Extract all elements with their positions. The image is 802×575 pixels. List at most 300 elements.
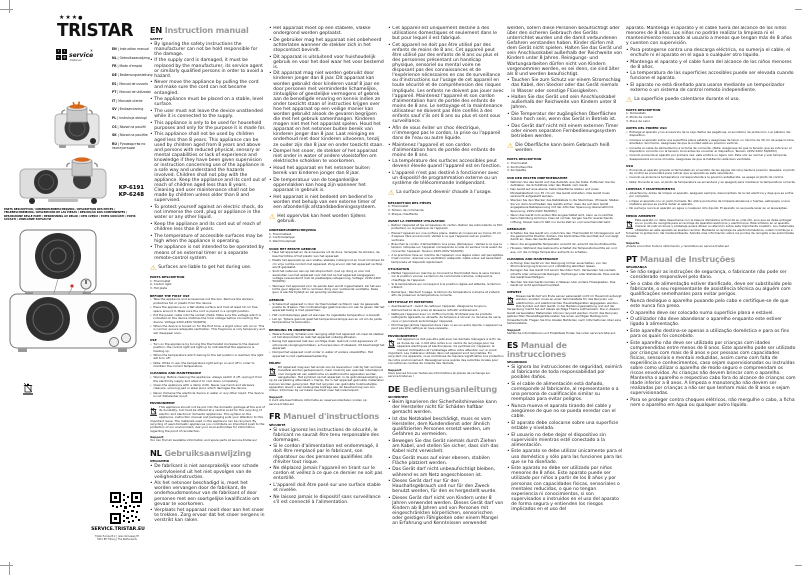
bullet-marker: •	[507, 187, 509, 192]
bullet-text: Als het netsnoer beschadigd is, moet het worden vervangen door de fabrikant, de onderhoudsmonteur van de fabrikant of door personen met een soortgelijke kwalificatie om gevaar te voorkomen.	[154, 481, 260, 507]
instruction-bullet	[507, 247, 623, 254]
bullet-text: If the supply cord is damaged, it must be replaced by the manufacturer, its service agent or similarly qualified persons in order to avoid a hazard.	[154, 58, 264, 79]
safety-bullet	[150, 42, 266, 57]
bullet-marker: •	[626, 270, 629, 276]
instruction-bullet	[626, 169, 796, 176]
bullet-marker: •	[626, 340, 629, 346]
section-header: BEFORE THE FIRST USE	[150, 293, 190, 298]
support-label: Support	[388, 367, 402, 372]
instruction-bullet	[150, 384, 266, 391]
bullet-text: À la première mise en marche de l'appareil, une légère odeur est perceptible. C'est normal : assurez une ventilation adéquate. Cette odeur est seulement temporaire et disparaît rapidement.	[391, 252, 504, 264]
bullet-text: El aparato debe colocarse sobre una superficie estable y nivelada.	[511, 420, 619, 431]
bullet-marker: •	[269, 258, 271, 263]
language-section-header	[150, 449, 266, 458]
bullet-marker: •	[150, 41, 153, 47]
bullet-text: La temperatura de las superficies accesibles puede ser elevada cuando funcione el aparato.	[630, 71, 794, 82]
instruction-bullet	[150, 314, 266, 324]
parts-list	[150, 280, 266, 291]
manual-column-2	[269, 26, 385, 571]
bullet-text: Este aparelho não deve ser utilizado por crianças com idades compreendidas entre menos de 8 anos. Este aparelho pode ser utilizado por crianças com mais de 8 anos e por pessoas com capacidades físicas, sensoriais e mentais reduzidas, assim como com falta de experiência e conhecimentos, caso sejam supervisionadas ou instruídas sobre como utilizar o aparelho de modo seguro e compreendam os riscos envolvidos. As crianças não devem brincar com o aparelho. Mantenha o aparelho e respectivo cabo fora do alcance de crianças com idade inferior a 8 anos. A limpeza e manutenção não devem ser realizadas por crianças a não ser que tenham mais de 8 anos e sejam supervisionadas.	[630, 340, 796, 397]
bullet-marker: •	[626, 83, 629, 89]
support-text: You can find all available information and spare parts at service.tristar.eu!	[150, 438, 258, 443]
instruction-bullet	[150, 325, 266, 335]
language-title: Instruction manual	[164, 26, 249, 35]
bullet-marker: •	[388, 304, 390, 309]
safety-bullet	[626, 341, 796, 397]
bullet-marker: •	[150, 352, 152, 357]
bullet-marker: •	[507, 241, 509, 246]
manual-column-1	[150, 26, 266, 571]
environment-text: This appliance should not be put into the domestic garbage at the end of its durability, but must be offered at a central point for the recycling of electric and electronic domestic appliances. This symbol on the appliance, instruction manual and packaging puts your attention to this important issue. The materials used in this appliance can be recycled. By recycling of used domestic appliances you contribute an important push to the protection of our environment. Ask your local authorities for information regarding the point of recollection.	[150, 405, 265, 433]
bullet-text: Haal het apparaat en de accessoires uit de doos. Verwijder de stickers, de beschermfolie of het plastic van het apparaat.	[272, 250, 380, 258]
bullet-marker: •	[388, 171, 391, 177]
bullet-marker: •	[269, 250, 271, 255]
instruction-bullet	[507, 181, 623, 188]
bullet-marker: •	[388, 142, 391, 148]
bullet-text: Reinig het apparaat met een vochtige doek. Gebruik nooit agressieve of schurende reinigingsmiddelen, schuursponzen of staalwol; dit beschadigt het apparaat.	[272, 339, 385, 350]
instruction-bullet	[269, 270, 385, 283]
weee-bin-icon	[150, 407, 157, 417]
language-index-item: SV | Bruksanvisning	[112, 107, 144, 112]
weee-bin-icon	[388, 339, 395, 349]
bullet-marker: •	[626, 281, 629, 287]
section-header: CLEANING AND MAINTENANCE	[507, 256, 559, 261]
language-index-item: CS | Návod na použití	[112, 124, 146, 129]
youtube-icon: ▸	[57, 55, 60, 59]
bullet-text: Para se proteger contra choques elétricos, não mergulhe o cabo, a ficha nem o aparelho em água ou qualquer outro líquido.	[630, 398, 795, 409]
bullet-marker: •	[150, 132, 153, 138]
parts-list-item: 1. Thermostaat	[269, 231, 292, 236]
bullet-marker: •	[150, 58, 153, 64]
section-header: GEBRUIK	[269, 297, 284, 302]
environment-text: Este aparato no debe desecharse con la basura doméstica al final de su vida útil, sino que se debe entregar en un punto de recogida para el reciclaje de aparatos eléctricos y electrónicos. Este símbolo en el aparato, manual de instrucciones y embalaje quiere atraer su atención sobre esta importante cuestión. Los materiales utilizados en este aparato se pueden reciclar. Mediante el reciclaje de electrodomésticos, usted contribuye a fomentar la protección del medioambiente. Solicite más información sobre los puntos de recogida a las autoridades locales.	[626, 217, 794, 239]
bullet-text: Keep the appliance and its cord out of reach of children less than 8 years.	[154, 221, 261, 233]
section-header: PARTS DESCRIPTION	[507, 157, 542, 162]
safety-label: SÉCURITÉ	[269, 422, 286, 427]
section-header: ONDERDELENBESCHRIJVING	[269, 227, 317, 232]
bullet-marker: •	[388, 322, 390, 327]
bullet-marker: •	[269, 312, 271, 317]
bullet-text: Sluit het netsnoer aan op het stopcontact. (Let op: Zorg er voor het aansluiten van het apparaat voor dat het op het apparaat aangegeven voltage overeenkomt met de plaatselijke netspanning. Voltage: 220V-240V 50/60Hz)	[272, 269, 381, 284]
section-header: UTILISATION	[388, 267, 410, 272]
bullet-marker: •	[150, 97, 153, 103]
instruction-bullet	[388, 283, 504, 290]
bullet-text: Cet appareil est uniquement destiné à des utilisations domestiques et seulement dans le but pour lequel il est fabriqué.	[392, 26, 498, 42]
safety-bullet	[269, 178, 385, 193]
safety-bullet	[269, 26, 385, 36]
bullet-marker: •	[626, 130, 628, 135]
parts-list-item: 3. Hot plate	[150, 286, 167, 291]
instruction-bullet	[150, 362, 266, 369]
bullet-marker: •	[269, 71, 272, 77]
instruction-bullet	[150, 298, 266, 305]
bullet-marker: •	[388, 400, 391, 406]
safety-bullet	[269, 495, 385, 505]
instruction-bullet	[269, 340, 385, 350]
parts-list-item: 3. Plaque chauffante	[388, 211, 418, 216]
safety-label: SAFETY	[150, 36, 163, 41]
weee-bin-icon	[507, 296, 514, 306]
bullet-text: De temperatuur van de toegankelijke oppervlakken kan hoog zijn wanneer het apparaat in gebruik is.	[273, 177, 366, 193]
bullet-text: Wanneer het apparaat voor de eerste keer wordt ingeschakeld, zal het een lichte geur afgeven. Dit is normaal. Zorg voor voldoende ventilatie. Deze geur is slechts tijdelijk en zal spoedig verdwijnen.	[272, 283, 381, 295]
bullet-marker: •	[626, 328, 629, 334]
safety-label: SICHERHEIT	[388, 395, 409, 400]
bullet-text: Tauchen Sie das Gerät niemals in Wasser oder andere Flüssigkeiten. Das Gerät ist nicht spülmaschinenfest.	[510, 279, 616, 287]
bullet-marker: •	[626, 198, 628, 203]
language-code: DE	[388, 383, 403, 394]
language-title: Manual de Instruções	[639, 253, 736, 264]
bullet-text: Remarque : Pendant l'usage, le témoin de température s'allume et s'éteint afin de préserver la température correcte.	[391, 289, 500, 297]
instruction-bullet	[507, 199, 623, 212]
safety-bullet	[507, 433, 623, 448]
environment-text: Dieses Gerät darf am Ende seiner Lebenszeit nicht im Hausmüll entsorgt werden, sondern muss an einer Sammelstelle für das Recyceln von elektrischen und elektronischen Haushaltsgeräten abgegeben werden. Das Symbol auf dem Gerät, in der Bedienungsanleitung und auf der Verpackung macht Sie auf dieses wichtige Thema aufmerksam. Die in diesem Gerät verwendeten Materialien können recycelt werden. Durch das Recyceln gebrauchter Haushaltsgeräte leisten Sie einen wichtigen Beitrag zum Umweltschutz. Fragen Sie Ihre lokalen Behörden nach Informationen über eine Sammelstelle.	[507, 294, 622, 325]
safety-bullet	[507, 421, 623, 431]
instruction-bullet	[388, 224, 504, 231]
bullet-text: Het apparaat moet op een stabiele, vlakke ondergrond worden geplaatst.	[273, 26, 371, 37]
instruction-bullet	[507, 188, 623, 198]
language-section-header	[626, 255, 796, 264]
service-word: service	[69, 52, 94, 59]
bullet-text: Nunca desloque o aparelho puxando pelo cabo e certifique-se de que este nunca fica preso.	[630, 298, 789, 309]
language-code: ES	[507, 340, 521, 351]
warning-text: Die Oberfläche kann beim Gebrauch heiß werden.	[515, 143, 610, 154]
hot-surface-warning	[507, 143, 623, 153]
bullet-text: Die Temperatur der zugänglichen Oberflächen kann hoch sein, wenn das Gerät in Betrieb ist.	[511, 112, 617, 123]
language-index-item: DE | Bedienungsanleitung	[112, 72, 153, 77]
safety-bullet	[269, 195, 385, 210]
section-header: VOR DER ERSTEN INBETRIEBNAHME	[507, 175, 568, 180]
bullet-text: Cuando encienda el aparato por primera vez, este emitirá un ligero olor. Este olor es normal y solo temporal, desaparecerá en unos minutos. Asegúrese de que la habitación esté bien ventilada.	[629, 153, 788, 161]
service-url: .tristar.eu	[69, 59, 82, 62]
bullet-marker: •	[150, 120, 153, 126]
bullet-text: Advertencia: Antes de limpiar el aparato, apáguelo siempre, desconéctelo de la red eléctrica y deje que se enfríe por completo.	[629, 190, 794, 199]
bullet-text: Warning: Before cleaning the appliance, always switch it off, unplug it from the electricity supply and allow it to cool down completely.	[153, 375, 263, 383]
language-title: Bedienungsanleitung	[402, 383, 498, 394]
bullet-marker: •	[150, 108, 153, 114]
instruction-bullet	[507, 262, 623, 269]
safety-bullet	[150, 222, 266, 232]
bullet-marker: •	[388, 42, 391, 48]
safety-bullet	[507, 78, 623, 93]
parts-list-item: 2. Kontrollleuchte	[507, 164, 533, 169]
support-section	[150, 435, 266, 442]
bullet-marker: •	[507, 112, 510, 118]
product-photo-double-hotplate	[18, 149, 108, 211]
safety-label: SEGURIDAD	[507, 360, 527, 365]
hot-surface-warning	[150, 265, 266, 271]
bullet-marker: •	[626, 298, 629, 304]
support-section	[269, 395, 385, 406]
language-index-code: EN	[112, 47, 117, 51]
safety-bullet	[388, 143, 504, 158]
bullet-text: Let op: Tijdens gebruik gaat het temperatuurlampje aan en uit om de juiste temperatuur te behouden.	[272, 316, 382, 325]
instruction-bullet	[626, 131, 796, 138]
instruction-bullet	[388, 272, 504, 282]
weee-bin-icon	[23, 380, 33, 399]
language-index-code: SK	[112, 133, 117, 138]
safety-bullet	[388, 496, 504, 526]
bullet-text: Das Gerät darf nicht unbeaufsichtigt bleiben, während es am Netz angeschlossen ist.	[392, 467, 496, 478]
instruction-bullet	[388, 324, 504, 331]
instruction-bullet	[626, 207, 796, 210]
safety-bullet	[626, 83, 796, 93]
section-header: MILIEU	[269, 361, 281, 366]
environment-text: Cet appareil ne doit pas être jeté avec les déchets ménagers à la fin de sa durée de vie, il doit être remis à un centre de recyclage pour les appareils électriques et électroniques. Ce symbole sur l'appareil, le manuel d'utilisation et l'emballage attire votre attention sur un point important. Les matériaux utilisés dans cet appareil sont recyclables. En recyclant vos appareils, vous contribuez de manière significative à la protection de notre environnement. Renseignez-vous auprès des autorités locales pour connaître les centres de collecte des déchets.	[388, 337, 504, 365]
bullet-marker: •	[269, 26, 272, 31]
section-header: AVANT LA PREMIÈRE UTILISATION	[388, 219, 445, 224]
language-index-code: NL	[112, 55, 117, 60]
bullet-text: Het apparaat is niet bedoeld om bediend te worden met behulp van een externe timer of een afzonderlijk afstandsbedieningssysteem.	[273, 194, 377, 210]
language-code: PT	[626, 253, 640, 264]
safety-bullet	[269, 38, 385, 53]
instruction-bullet	[388, 313, 504, 323]
model-numbers	[102, 185, 144, 199]
safety-bullet	[150, 234, 266, 244]
hot-surface-warning	[388, 190, 504, 196]
bullet-marker: •	[269, 444, 272, 450]
instruction-bullet	[626, 200, 796, 207]
parts-list-item: 2. Control light	[150, 282, 172, 287]
bullet-marker: •	[150, 508, 153, 514]
safety-bullet	[626, 311, 796, 316]
section-header: MEDIO AMBIENTE	[626, 213, 656, 218]
hot-surface-warning	[626, 97, 796, 103]
safety-bullet	[388, 479, 504, 494]
safety-bullet	[507, 95, 623, 110]
language-index-item: SK | Návod na použitie	[112, 133, 148, 138]
bullet-text: O utilizador não deve abandonar o aparelho enquanto este estiver ligado à alimentação.	[630, 317, 782, 328]
bullet-marker: •	[388, 438, 391, 444]
instruction-bullet	[626, 139, 796, 146]
bullet-text: Houd het apparaat en het netsnoer buiten bereik van kinderen jonger dan 8 jaar.	[273, 166, 370, 177]
bullet-marker: •	[269, 494, 272, 500]
bullet-text: Coloque el aparato sobre una superficie plana estable y asegúrese de tener un mínimo de 30 cm de espacio libre alrededor del mismo. Asegúrese de que la unidad esté en posición vertical.	[629, 137, 794, 146]
bullet-text: Dompel het apparaat nooit onder in water of andere vloeistoffen. Het apparaat is niet vaatwasserbestendig.	[272, 350, 373, 358]
bullet-text: El aparato no está diseñado para usarse mediante un temporizador externo o un sistema de control remoto independiente.	[630, 83, 785, 94]
safety-bullet	[269, 71, 385, 147]
warning-triangle-icon: ⚠	[626, 96, 633, 105]
manual-column-4	[507, 26, 623, 571]
support-section	[626, 241, 796, 248]
bullet-text: Nettoyez l'appareil avec un chiffon humide. N'utilisez pas de produits nettoyants agressifs ou abrasifs, de tampons à récurer ou de laine de verre, ceux-ci pourraient endommager l'appareil.	[391, 311, 502, 323]
safety-bullet	[150, 80, 266, 95]
bullet-marker: •	[626, 59, 629, 65]
bullet-marker: •	[388, 455, 391, 461]
bullet-continuation: aparato. Mantenga el aparato y el cable fuera del alcance de los niños menores de 8 años. Los niños no podrán realizar la limpieza ni el mantenimiento reservado al usuario a menos que tengan más de 8 años y cuenten con supervisión.	[626, 26, 792, 47]
support-section	[507, 328, 623, 335]
safety-bullet	[269, 149, 385, 164]
bullet-text: Nota: Durante el uso, el piloto de temperatura se encenderá y se apagará para mantener la temperatura correcta.	[629, 179, 796, 184]
bullet-marker: •	[150, 205, 153, 211]
bullet-text: Put the power cable into the socket. (Note: Make sure the voltage which is indicated on the device matches the local voltage before connecting the device. Voltage 220V-240V 50/60Hz)	[153, 312, 261, 324]
bullet-marker: •	[150, 221, 153, 227]
section-header: USO	[626, 163, 634, 168]
bullet-text: Mettez l'appareil en marche en tournant le thermostat dans le sens horaire sur la position voulue. Le témoin de commande s'allume, indiquant le chauffage de l'appareil.	[391, 270, 501, 282]
bullet-text: Waarschuwing: Schakel voor reiniging altijd het apparaat uit, haal de stekker uit het stopcontact en laat het apparaat volledig afkoelen.	[272, 331, 384, 339]
bullet-text: L'appareil n'est pas destiné à fonctionner avec un dispositif de programmation externe ou un système de télécommande indépendant.	[392, 171, 499, 187]
safety-bullet	[507, 382, 623, 402]
bullet-text: Este aparato no debe ser utilizado por niños menores de 8 años. Este aparato puede ser utilizado por niños a partir de los 8 años y por personas con capacidades físicas, sensoriales o mentales reducidas, o que no tengan experiencia ni conocimientos, si son supervisados o instruidos en el uso del aparato de forma segura y entienden los riesgos implicados en el uso del	[511, 466, 620, 512]
safety-bullet	[388, 171, 504, 186]
bullet-text: This appliance is only to be used for household purposes and only for the purpose it is made for.	[154, 120, 266, 131]
bullet-marker: •	[269, 194, 272, 200]
instruction-bullet	[150, 343, 266, 353]
bullet-marker: •	[507, 268, 509, 273]
manual-columns	[150, 26, 796, 571]
language-index-item: IT | Manuale utente	[112, 98, 143, 103]
bullet-text: No sumerja nunca el aparato en agua o cualquier otro líquido. El aparato no se puede lavar en el lavavajillas.	[629, 206, 788, 211]
bullet-text: When the device is turned on for the first time, a slight odour will occur. This is normal, ensure adequate ventilation. This fragrance is only temporary and will disappear soon.	[153, 323, 265, 335]
language-code: EN	[150, 26, 165, 35]
bullet-marker: •	[507, 420, 510, 426]
instruction-bullet	[150, 376, 266, 383]
sidebar	[0, 0, 153, 575]
language-index-code: SV	[112, 107, 117, 112]
language-index-code: IT	[112, 98, 116, 103]
manual-column-5	[626, 26, 796, 571]
bullet-marker: •	[626, 179, 628, 184]
bullet-marker: •	[388, 311, 390, 316]
bullet-text: Se não seguir as instruções de segurança, o fabricante não pode ser considerado responsável pelo dano.	[630, 270, 787, 281]
language-index-code: RU	[112, 142, 117, 147]
warning-text: Het oppervlak kan heet worden tijdens gebruik.	[277, 213, 366, 224]
language-index-item: RU | Руководство по эксплуатации	[112, 142, 146, 150]
bullet-marker: •	[388, 125, 391, 131]
parts-list-item: 2. Témoin de commande	[388, 208, 424, 213]
bullet-text: Schalten Sie das Gerät ein, indem Sie den Thermostat im Uhrzeigersinn auf die gewünschte Position drehen. Die Kontrollleuchte leuchtet auf und zeigt damit an, dass das Gerät aufheizt.	[510, 230, 620, 242]
bullet-marker: •	[269, 177, 272, 183]
instruction-bullet	[388, 305, 504, 312]
environment-paragraph	[150, 406, 266, 433]
parts-list-item: 1. Thermostat	[388, 204, 409, 209]
safety-bullet	[507, 365, 623, 380]
bullet-text: The temperature of accessible surfaces may be high when the appliance is operating.	[154, 233, 263, 244]
language-section-header	[388, 385, 504, 394]
bullet-text: De gebruiker mag het apparaat niet onbeheerd achterlaten wanneer de stekker zich in het stopcontact bevindt.	[273, 37, 382, 53]
safety-bullet	[626, 329, 796, 339]
bullet-marker: •	[626, 206, 628, 211]
bullet-marker: •	[150, 341, 152, 346]
bullet-text: Si vous ignorez les instructions de sécurité, le fabricant ne saurait être tenu responsable des dommages.	[273, 427, 379, 443]
safety-bullet	[150, 121, 266, 131]
bullet-text: Halten Sie das Gerät und sein Anschlusskabel außerhalb der Reichweite von Kindern unter 8 Jahren.	[511, 95, 617, 111]
bullet-text: O aparelho deve ser colocado numa superfície plana e estável.	[630, 310, 774, 316]
bullet-marker: •	[388, 252, 390, 257]
bullet-text: Never move the appliance by pulling the cord and make sure the cord can not become entangled.	[154, 80, 259, 96]
instruction-bullet	[269, 318, 385, 325]
bullet-marker: •	[150, 233, 153, 239]
bullet-text: Take the appliance and accessories out the box. Remove the stickers, protective foil or plastic from the device.	[153, 297, 254, 305]
parts-list-item: 3. Kochplatte	[507, 168, 527, 173]
safety-bullet	[626, 60, 796, 70]
bullet-marker: •	[507, 279, 509, 284]
support-text: Sämtliche Informationen und Ersatzteile finden Sie unter service.tristar.eu!	[507, 330, 616, 335]
sparkle-icon: ✳	[89, 48, 94, 53]
bullet-text: Dieses Gerät darf nicht von Kindern unter 8 Jahren verwendet werden. Dieses Gerät darf von Kindern ab 8 Jahren und von Personen mit eingeschränkten körperlichen, sensorischen oder geistigen Fähigkeiten oder einem Mangel an Erfahrung und Kenntnissen verwendet	[392, 496, 504, 527]
bullet-marker: •	[269, 54, 272, 60]
bullet-text: Dit apparaat mag niet worden gebruikt door kinderen jonger dan 8 jaar. Dit apparaat kan worden gebruikt door kinderen vanaf 8 jaar en door personen met verminderde lichamelijke, zintuiglijke of geestelijke vermogens of gebrek aan de benodigde ervaring en kennis indien ze onder toezicht staan of instructies krijgen over hoe het apparaat op een veilige manier kan worden gebruikt alsook de gevaren begrijpen die met het gebruik samenhangen. Kinderen mogen niet met het apparaat spelen. Houd het apparaat en het netsnoer buiten bereik van kinderen jonger dan 8 jaar. Laat reiniging en onderhoud niet door kinderen uitvoeren, tenzij ze ouder zijn dan 8 jaar en onder toezicht staan.	[273, 71, 384, 148]
parts-list-item: 3. Warmhoudplaat	[269, 239, 296, 244]
language-index-code: FR	[112, 64, 117, 69]
bullet-text: El usuario no debe dejar el dispositivo sin supervisión mientras esté conectado a la alimentación.	[511, 432, 606, 448]
bullet-text: Encienda el aparato girando el termostato en el sentido de las agujas del reloj hasta la posición deseada; el piloto de control se encenderá para indicar que el aparato se está calentando.	[629, 167, 795, 176]
bullet-text: The user must not leave the device unattended while it is connected to the supply.	[154, 108, 263, 119]
instruction-bullet	[269, 259, 385, 269]
safety-bullet	[269, 444, 385, 464]
bullet-text: Retirer l'appareil et les accessoires du carton. Retirer les autocollants, le film protecteur ou le plastique de l'appareil.	[391, 223, 503, 231]
bullet-marker: •	[388, 223, 390, 228]
bullet-text: By ignoring the safety instructions the manufacturer can not be hold responsible for the damage.	[154, 41, 258, 57]
language-index-item: NL | Gebruiksaanwijzing	[112, 55, 150, 60]
bullet-text: To protect yourself against an electric shock, do not immerse the cord, plug or appliance in the water or any other liquid.	[154, 205, 264, 221]
safety-label: VEILIGHEID	[150, 459, 170, 464]
bullet-text: N'immergez jamais l'appareil dans l'eau ni aucun autre liquide. L'appareil ne peut pas être nettoyé en lave-vaisselle.	[391, 322, 503, 331]
support-section	[388, 368, 504, 379]
language-index-item: FR | Mode d'emploi	[112, 64, 143, 69]
support-label: Support	[150, 435, 164, 440]
bullet-text: La température des surfaces accessibles peut devenir élevée quand l'appareil est en fonction.	[392, 159, 502, 170]
section-header: GEBRAUCH	[507, 226, 526, 231]
safety-bullet	[507, 466, 623, 512]
safety-bullet	[388, 400, 504, 415]
parts-list-item: 1. Thermostat	[507, 160, 528, 165]
instruction-bullet	[507, 232, 623, 242]
safety-bullet	[507, 112, 623, 122]
bullet-marker: •	[388, 230, 390, 235]
bullet-marker: •	[150, 305, 152, 310]
bullet-text: Das Gerät darf nicht mit einem externen Timer oder einem separaten Fernbedienungssystem betrieben werden.	[511, 123, 619, 139]
bullet-text: Schakel het apparaat in door de thermostaat rechtsom naar de gewenste positie te draaien. Het controlelampje gaat branden om aan te geven dat het apparaat bezig is met opwarmen.	[272, 301, 385, 313]
warning-triangle-icon: ⚠	[269, 212, 276, 221]
language-index-item: ES | Manual de usuario	[112, 81, 148, 86]
model-number: KP-6191	[118, 185, 144, 191]
safety-bullet	[269, 55, 385, 70]
bullet-text: Place the appliance on a flat stable surface and hold at least 10 cm free space around it. Make sure the cord is placed in a upright position.	[153, 305, 258, 313]
service-badge	[56, 49, 93, 62]
language-index-code: CS	[112, 124, 117, 129]
bullet-text: Afin de vous éviter un choc électrique, n'immergez pas le cordon, la prise ou l'appareil dans de l'eau ou autre liquide.	[392, 125, 501, 141]
bullet-marker: •	[507, 449, 510, 455]
safety-bullet	[626, 48, 796, 58]
safety-bullet	[150, 97, 266, 107]
bullet-marker: •	[388, 159, 391, 165]
bullet-marker: •	[507, 212, 509, 217]
bullet-marker: •	[507, 198, 509, 203]
bullet-marker: •	[626, 175, 628, 180]
bullet-marker: •	[150, 297, 152, 302]
instruction-bullet	[388, 254, 504, 264]
parts-list-item: 1. Termostato	[626, 111, 646, 116]
bullet-marker: •	[150, 312, 152, 317]
bullet-text: Hinweis: Während des Gebrauchs schaltet die Temperaturleuchte ein und aus, um die richtige Temperatur aufrecht zu erhalten.	[510, 246, 617, 254]
bullet-marker: •	[507, 260, 509, 265]
bullet-text: Beim Ignorieren der Sicherheitshinweise kann der Hersteller nicht für Schäden haftbar gemacht werden.	[392, 400, 497, 416]
language-index-code: DE	[112, 72, 117, 77]
parts-list	[269, 233, 385, 244]
service-site-label: SERVICE.TRISTAR.EU	[91, 527, 145, 532]
safety-bullet	[150, 132, 266, 203]
bullet-marker: •	[507, 466, 510, 472]
language-title: Manuel d'instructions	[283, 410, 380, 421]
bullet-marker: •	[507, 382, 510, 388]
bullet-marker: •	[626, 317, 629, 323]
bullet-text: Nehmen Sie das Gerät und das Zubehör aus der Kiste. Entfernen Sie die Aufkleber, die Schutzfolie oder das Plastik vom Gerät.	[510, 179, 615, 187]
bullet-marker: •	[507, 246, 509, 251]
bullet-marker: •	[269, 301, 271, 306]
environment-paragraph	[269, 366, 385, 393]
qr-code	[110, 492, 142, 528]
instruction-bullet	[626, 192, 796, 199]
